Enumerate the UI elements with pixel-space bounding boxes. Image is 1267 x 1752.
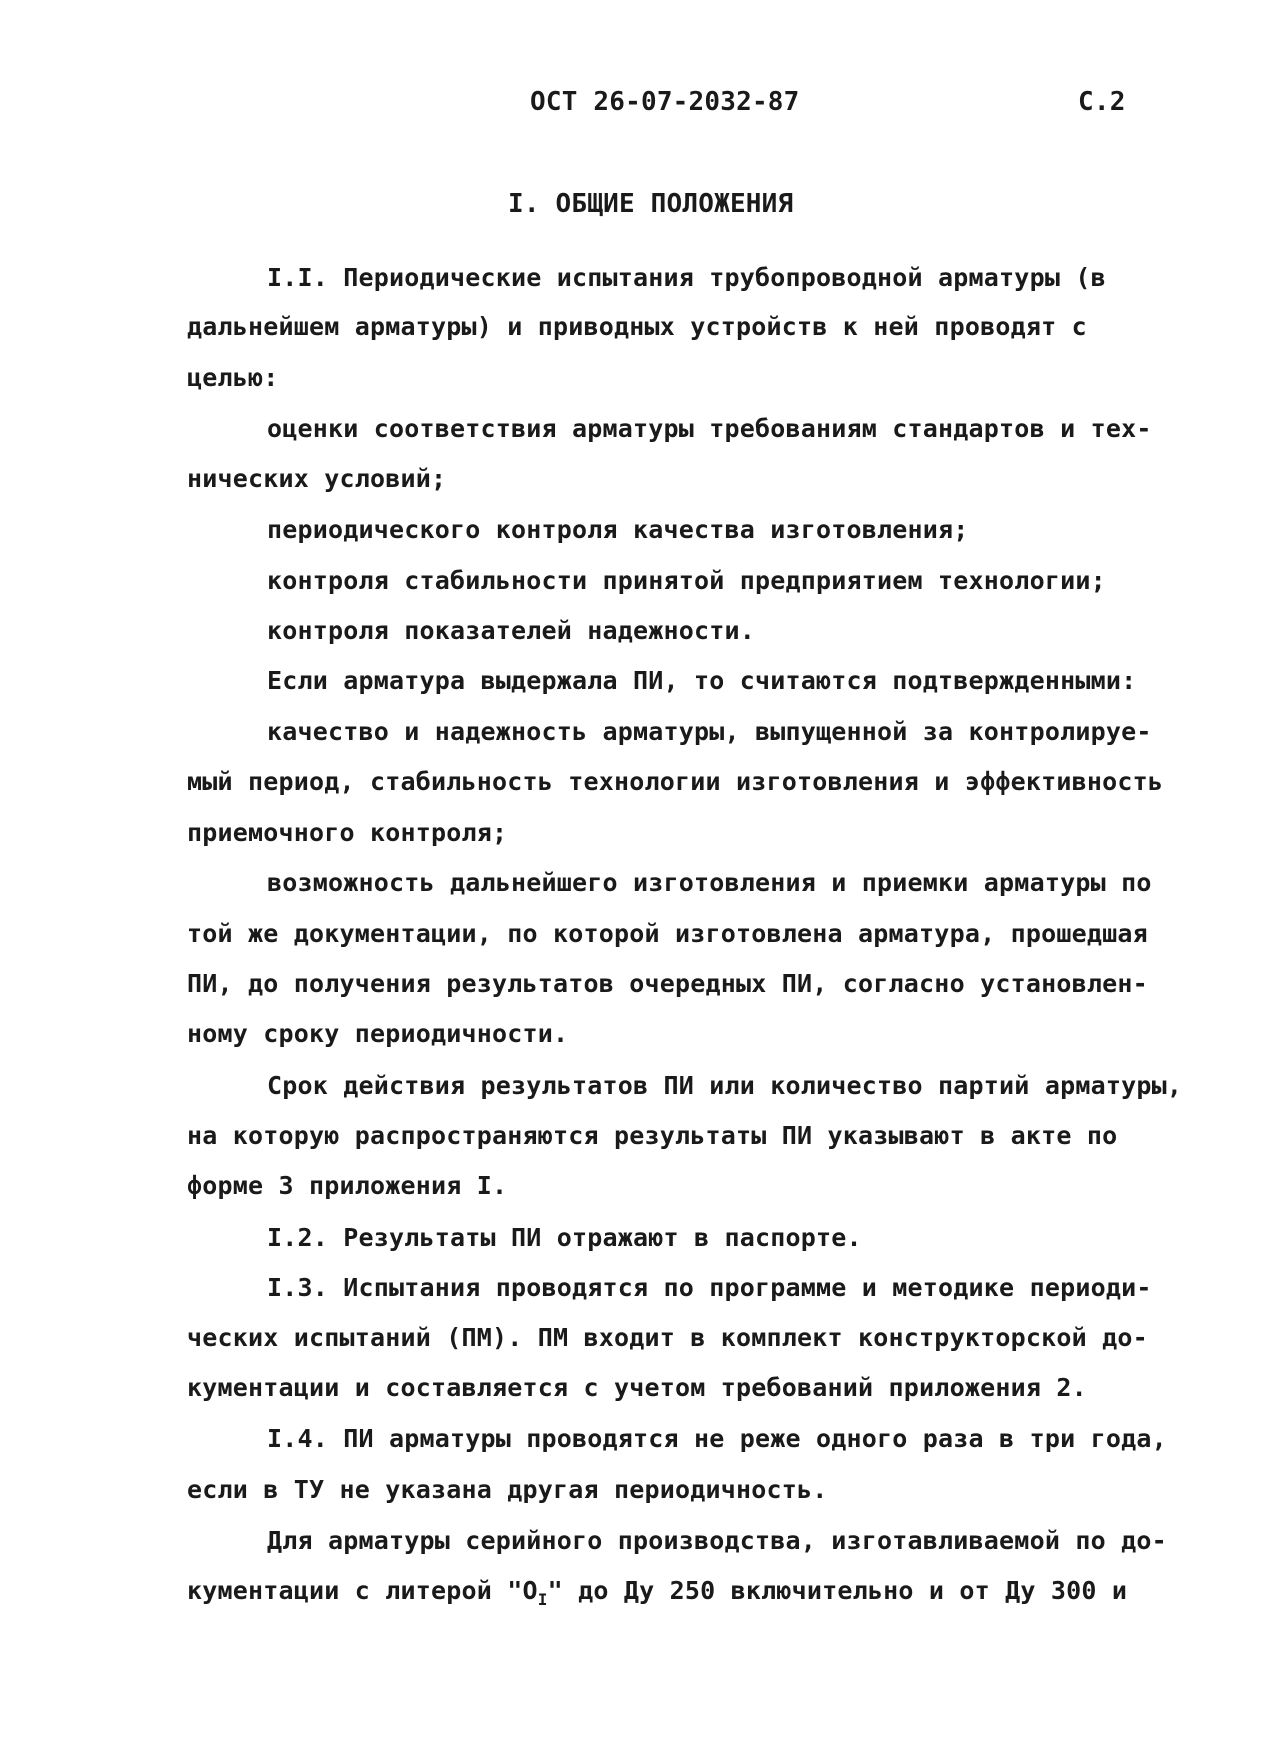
text-line: на которую распространяются результаты ПИ указывают в акте по <box>187 1121 1118 1150</box>
text-line: ческих испытаний (ПМ). ПМ входит в комплект конструкторской до- <box>187 1323 1148 1352</box>
text-line: форме 3 приложения I. <box>187 1171 508 1200</box>
text-line: I.2. Результаты ПИ отражают в паспорте. <box>267 1223 862 1252</box>
text-line: контроля показателей надежности. <box>267 616 756 645</box>
text-fragment: кументации с литерой "О <box>187 1576 538 1605</box>
section-title: I. ОБЩИЕ ПОЛОЖЕНИЯ <box>508 189 794 219</box>
page-number: С.2 <box>1078 87 1126 117</box>
text-line: кументации и составляется с учетом требований приложения 2. <box>187 1373 1087 1402</box>
text-line: дальнейшем арматуры) и приводных устройств к ней проводят с <box>187 312 1087 341</box>
text-line: Для арматуры серийного производства, изготавливаемой по до- <box>267 1526 1167 1555</box>
text-line: I.3. Испытания проводятся по программе и методике периоди- <box>267 1273 1152 1302</box>
text-fragment: " до Ду 250 включительно и от Ду 300 и <box>547 1576 1128 1605</box>
text-line: оценки соответствия арматуры требованиям стандартов и тех- <box>267 414 1152 443</box>
text-line: мый период, стабильность технологии изготовления и эффективность <box>187 767 1164 796</box>
text-line: возможность дальнейшего изготовления и приемки арматуры по <box>267 868 1152 897</box>
text-line: Срок действия результатов ПИ или количество партий арматуры, <box>267 1071 1183 1100</box>
text-line: I.4. ПИ арматуры проводятся не реже одного раза в три года, <box>267 1424 1167 1453</box>
text-line: ному сроку периодичности. <box>187 1019 569 1048</box>
text-line: если в ТУ не указана другая периодичность. <box>187 1475 828 1504</box>
text-line: приемочного контроля; <box>187 818 508 847</box>
text-line: I.I. Периодические испытания трубопроводной арматуры (в <box>267 263 1106 292</box>
text-line: периодического контроля качества изготовления; <box>267 515 969 544</box>
document-code: ОСТ 26-07-2032-87 <box>530 87 800 117</box>
text-line: той же документации, по которой изготовлена арматура, прошедшая <box>187 919 1148 948</box>
text-line: качество и надежность арматуры, выпущенной за контролируе- <box>267 717 1152 746</box>
text-line: целью: <box>187 363 279 392</box>
text-line: Если арматура выдержала ПИ, то считаются подтвержденными: <box>267 666 1137 695</box>
text-line: контроля стабильности принятой предприятием технологии; <box>267 566 1106 595</box>
text-line: нических условий; <box>187 464 447 493</box>
text-line <box>187 1575 1127 1607</box>
subscript: I <box>537 1590 548 1609</box>
text-line: ПИ, до получения результатов очередных ПИ, согласно установлен- <box>187 969 1148 998</box>
